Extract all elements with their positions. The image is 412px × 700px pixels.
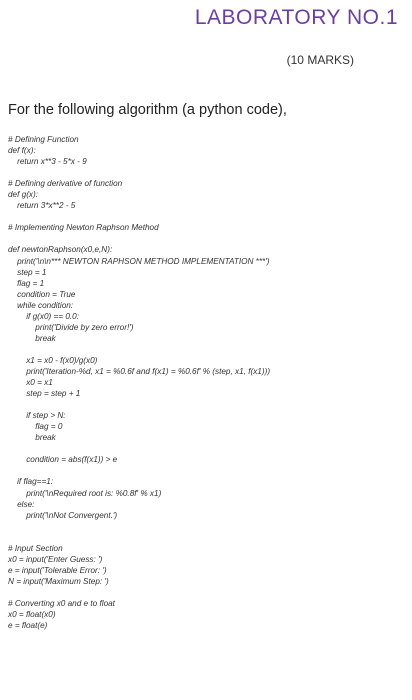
code-line: # Defining derivative of function	[8, 179, 123, 189]
code-line: # Input Section	[8, 543, 63, 553]
code-line: break	[8, 433, 56, 443]
code-line	[8, 465, 408, 476]
code-line: e = float(e)	[8, 621, 48, 631]
code-line: while condition:	[8, 300, 74, 310]
code-line: step = step + 1	[8, 389, 81, 399]
code-line: return x**3 - 5*x - 9	[8, 157, 87, 167]
code-line: # Converting x0 and e to float	[8, 598, 115, 608]
code-line: condition = True	[8, 289, 76, 299]
code-line: print('Iteration-%d, x1 = %0.6f and f(x1) = %0.6f' % (step, x1, f(x1)))	[8, 366, 271, 376]
code-line: flag = 1	[8, 278, 45, 288]
code-line: # Defining Function	[8, 135, 79, 144]
code-line	[8, 399, 408, 410]
code-line: if flag==1:	[8, 477, 54, 487]
code-line: print('\nNot Convergent.')	[8, 510, 118, 520]
code-line: if g(x0) == 0.0:	[8, 311, 79, 321]
code-line: return 3*x**2 - 5	[8, 201, 76, 211]
code-line: x1 = x0 - f(x0)/g(x0)	[8, 355, 98, 365]
code-line: def f(x):	[8, 146, 36, 156]
code-line: print('Divide by zero error!')	[8, 322, 134, 332]
code-line: x0 = float(x0)	[8, 610, 56, 620]
code-line: else:	[8, 499, 35, 509]
code-line	[8, 587, 408, 598]
code-line	[8, 521, 408, 532]
code-line: # Implementing Newton Raphson Method	[8, 223, 159, 233]
code-line: N = input('Maximum Step: ')	[8, 576, 109, 586]
marks-label: (10 MARKS)	[286, 53, 354, 67]
code-line	[8, 443, 408, 454]
code-line	[8, 211, 408, 222]
code-line: flag = 0	[8, 422, 63, 432]
code-line: print('\n\n*** NEWTON RAPHSON METHOD IMPLEMENTATION ***')	[8, 256, 270, 266]
instruction-text: For the following algorithm (a python code),	[8, 102, 287, 118]
code-line: condition = abs(f(x1)) > e	[8, 455, 118, 465]
code-line	[8, 532, 408, 543]
lab-title: LABORATORY NO.1	[194, 6, 398, 29]
code-line: def g(x):	[8, 190, 39, 200]
code-line: def newtonRaphson(x0,e,N):	[8, 245, 113, 255]
code-block	[8, 134, 408, 631]
code-line: e = input('Tolerable Error: ')	[8, 565, 107, 575]
code-line: print('\nRequired root is: %0.8f' % x1)	[8, 488, 162, 498]
code-line	[8, 167, 408, 178]
code-line: x0 = input('Enter Guess: ')	[8, 554, 103, 564]
code-line: x0 = x1	[8, 378, 53, 388]
code-line: if step > N:	[8, 411, 66, 421]
code-line	[8, 233, 408, 244]
code-line: break	[8, 333, 56, 343]
code-line	[8, 344, 408, 355]
code-line: step = 1	[8, 267, 47, 277]
